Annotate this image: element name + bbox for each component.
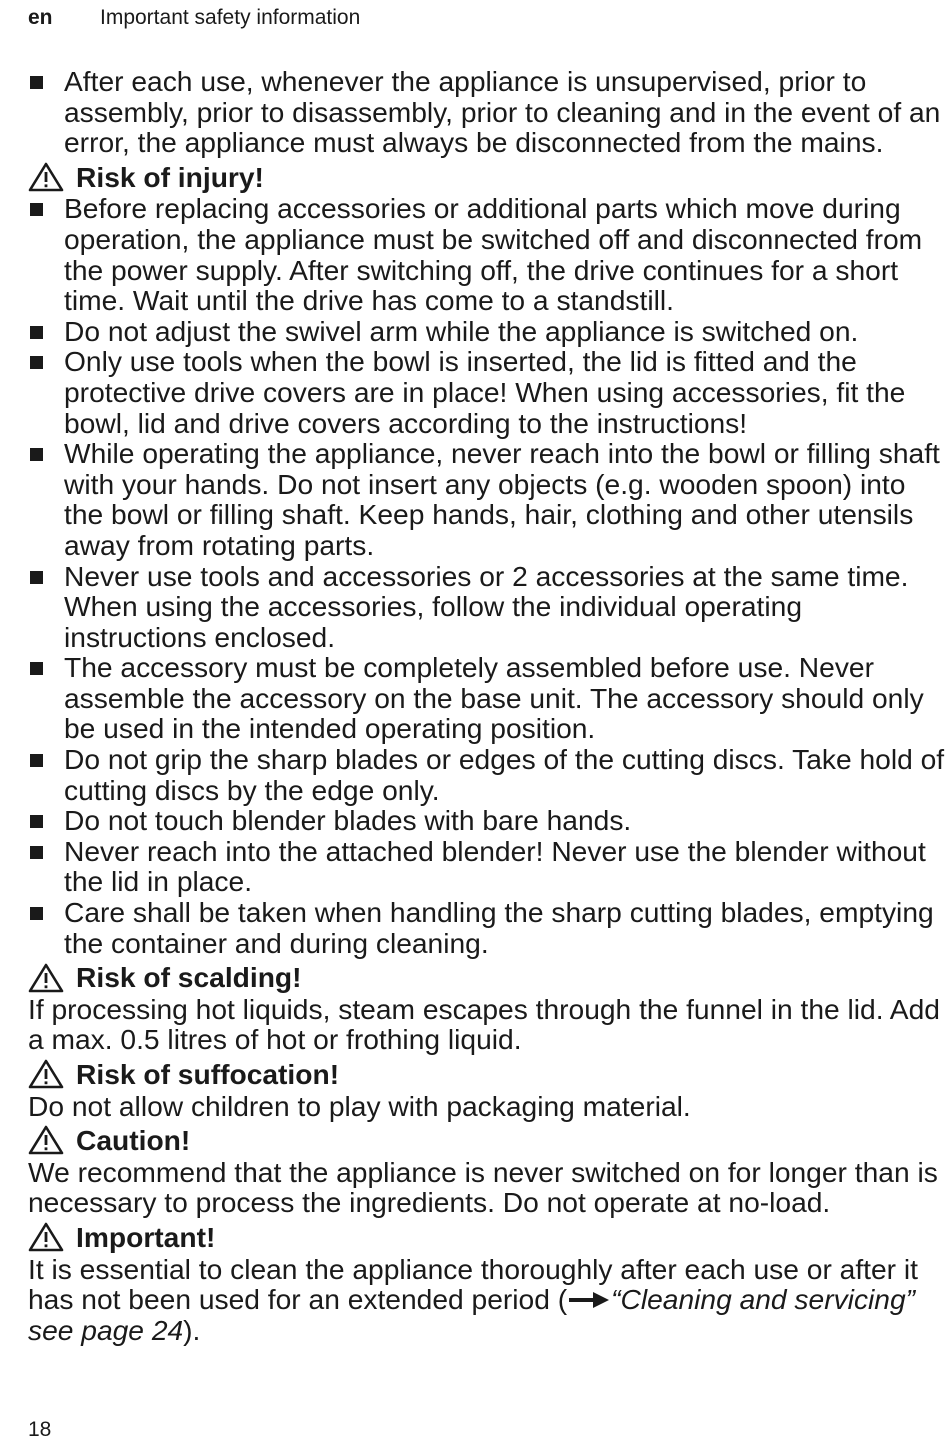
suffocation-text: Do not allow children to play with packaging material.: [28, 1089, 691, 1122]
page-header: [28, 6, 922, 30]
page-number: 18: [28, 1418, 52, 1441]
list-item: Care shall be taken when handling the sharp cutting blades, emptying the container and during cleaning.: [28, 897, 950, 958]
important-text-end: ).: [183, 1313, 201, 1346]
cross-reference-link[interactable]: “Cleaning and servicing” see page 24: [28, 1283, 916, 1346]
intro-bullet-list: [28, 66, 950, 158]
important-heading: [28, 1222, 950, 1253]
scalding-text: If processing hot liquids, steam escapes through the funnel in the lid. Add a max. 0.5 litres of hot or frothing liquid.: [28, 992, 940, 1056]
heading-text: Risk of suffocation!: [76, 1058, 340, 1090]
warning-triangle-icon: [28, 1222, 64, 1252]
warning-triangle-icon: [28, 963, 64, 993]
heading-text: Risk of injury!: [76, 160, 264, 193]
language-code: en: [28, 6, 53, 29]
warning-triangle-icon: [28, 162, 64, 192]
risk-of-suffocation-heading: [28, 1059, 950, 1090]
page-content: [28, 66, 950, 1345]
section-title: Important safety information: [100, 6, 361, 29]
caution-text: We recommend that the appliance is never switched on for longer than is necessary to process the ingredients. Do not operate at no-load.: [28, 1155, 938, 1219]
list-item: Do not adjust the swivel arm while the appliance is switched on.: [28, 316, 950, 347]
list-item: Do not grip the sharp blades or edges of the cutting discs. Take hold of cutting discs by the edge only.: [28, 744, 950, 805]
heading-text: Important!: [76, 1220, 216, 1253]
list-item: While operating the appliance, never reach into the bowl or filling shaft with your hands. Do not insert any objects (e.g. wooden spoon) into the bowl or filling shaft. Keep hands, hair, clothing and other utensils away from rotating parts.: [28, 438, 950, 560]
caution-heading: [28, 1125, 950, 1156]
list-item: Before replacing accessories or additional parts which move during operation, the appliance must be switched off and disconnected from the power supply. After switching off, the drive continues for a short time. Wait until the drive has come to a standstill.: [28, 193, 950, 315]
list-item: After each use, whenever the appliance is unsupervised, prior to assembly, prior to disassembly, prior to cleaning and in the event of an error, the appliance must always be disconnected from the mains.: [28, 66, 950, 158]
risk-of-scalding-heading: [28, 962, 950, 993]
important-text-main: It is essential to clean the appliance thoroughly after each use or after it has not been used for an extended period (: [28, 1252, 918, 1316]
list-item: Never use tools and accessories or 2 accessories at the same time. When using the accessories, follow the individual operating instructions enclosed.: [28, 561, 950, 653]
warning-triangle-icon: [28, 1125, 64, 1155]
injury-bullet-list: [28, 193, 950, 958]
list-item: Only use tools when the bowl is inserted, the lid is fitted and the protective drive covers are in place! When using accessories, fit the bowl, lid and drive covers according to the instructions!: [28, 346, 950, 438]
risk-of-injury-heading: [28, 162, 950, 193]
important-text: [28, 1254, 950, 1346]
heading-text: Caution!: [76, 1124, 191, 1157]
right-arrow-icon: [569, 1291, 609, 1309]
list-item: The accessory must be completely assembled before use. Never assemble the accessory on the base unit. The accessory should only be used in the intended operating position.: [28, 652, 950, 744]
heading-text: Risk of scalding!: [76, 961, 302, 994]
list-item: Never reach into the attached blender! Never use the blender without the lid in place.: [28, 836, 950, 897]
warning-triangle-icon: [28, 1059, 64, 1089]
list-item: Do not touch blender blades with bare hands.: [28, 805, 950, 836]
